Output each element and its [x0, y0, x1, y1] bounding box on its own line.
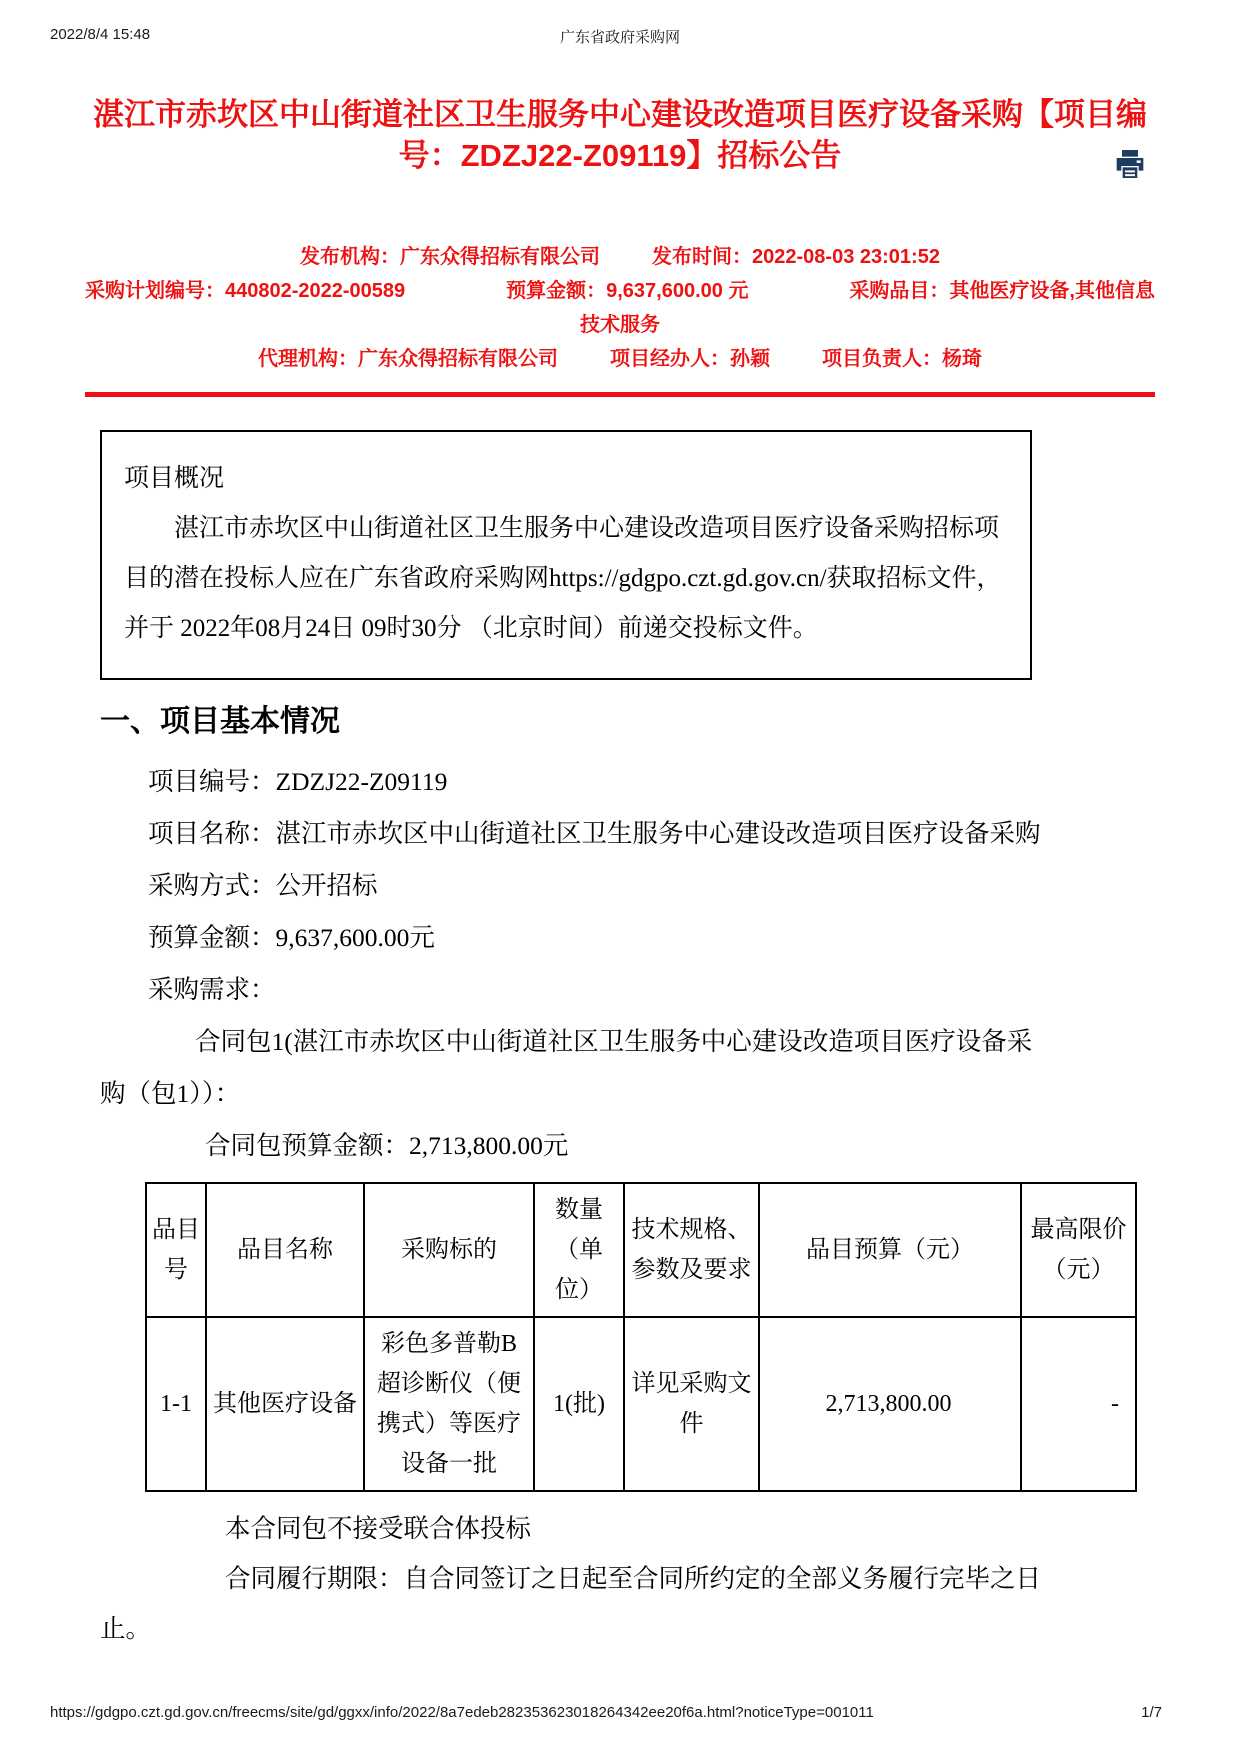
- table-header-cell: 品目预算（元）: [759, 1183, 1021, 1317]
- meta-publisher: 发布机构：广东众得招标有限公司: [300, 246, 601, 268]
- table-cell-price-cap: -: [1021, 1317, 1136, 1491]
- meta-manager: 项目负责人：杨琦: [822, 348, 982, 370]
- no-consortium-note: 本合同包不接受联合体投标: [225, 1514, 532, 1543]
- print-datetime: 2022/8/4 15:48: [50, 26, 151, 43]
- demand-label: 采购需求：: [148, 975, 276, 1004]
- red-divider: [85, 392, 1155, 397]
- project-name: 项目名称：湛江市赤坎区中山街道社区卫生服务中心建设改造项目医疗设备采购: [148, 819, 1041, 848]
- purchase-method: 采购方式：公开招标: [148, 871, 378, 900]
- page-title: 湛江市赤坎区中山街道社区卫生服务中心建设改造项目医疗设备采购【项目编号：ZDZJ22-Z09119】招标公告: [93, 97, 1147, 173]
- budget-amount: 预算金额：9,637,600.00元: [148, 923, 435, 952]
- package-budget: 合同包预算金额：2,713,800.00元: [205, 1131, 569, 1160]
- table-header-row: [146, 1183, 1136, 1317]
- meta-row-3: [85, 342, 1155, 376]
- print-footer: [50, 1704, 1190, 1726]
- meta-publish-time: 发布时间：2022-08-03 23:01:52: [652, 246, 940, 268]
- performance-period: 合同履行期限：自合同签订之日起至合同所约定的全部义务履行完毕之日止。: [100, 1564, 1042, 1643]
- table-header-cell: 采购标的: [364, 1183, 534, 1317]
- table-header-cell: 数量（单位）: [534, 1183, 624, 1317]
- table-cell-spec: 详见采购文件: [624, 1317, 759, 1491]
- main-content: [100, 702, 1140, 1654]
- meta-plan-no: 采购计划编号：440802-2022-00589: [85, 280, 406, 302]
- table-header-cell: 技术规格、参数及要求: [624, 1183, 759, 1317]
- project-overview-box: [100, 430, 1032, 680]
- overview-paragraph: 湛江市赤坎区中山街道社区卫生服务中心建设改造项目医疗设备采购招标项目的潜在投标人应在广东省政府采购网https://gdgpo.czt.gd.gov.cn/获取招标文件，并于 2022年08月24日 09时30分 （北京时间）前递交投标文件。: [124, 515, 1002, 642]
- overview-label: 项目概况: [124, 465, 225, 492]
- meta-handler: 项目经办人：孙颖: [610, 348, 770, 370]
- page-indicator: 1/7: [1141, 1704, 1162, 1721]
- table-cell-item-no: 1-1: [146, 1317, 206, 1491]
- table-cell-quantity: 1(批): [534, 1317, 624, 1491]
- table-header-cell: 最高限价（元）: [1021, 1183, 1136, 1317]
- source-url: https://gdgpo.czt.gd.gov.cn/freecms/site/gd/ggxx/info/2022/8a7edeb282353623018264342ee20f6a.html?noticeType=001011: [50, 1704, 874, 1721]
- print-header: [0, 26, 1240, 48]
- meta-budget: 预算金额：9,637,600.00 元: [506, 280, 749, 302]
- package-intro: 合同包1(湛江市赤坎区中山街道社区卫生服务中心建设改造项目医疗设备采购（包1））：: [100, 1027, 1033, 1108]
- table-cell-budget: 2,713,800.00: [759, 1317, 1021, 1491]
- table-row: [146, 1317, 1136, 1491]
- table-header-cell: 品目名称: [206, 1183, 364, 1317]
- meta-row-1: [85, 240, 1155, 274]
- items-table: [145, 1182, 1137, 1492]
- site-name: 广东省政府采购网: [559, 29, 680, 46]
- printer-icon[interactable]: [1114, 148, 1146, 180]
- meta-agency: 代理机构：广东众得招标有限公司: [258, 348, 558, 370]
- table-header-cell: 品目号: [146, 1183, 206, 1317]
- project-no: 项目编号：ZDZJ22-Z09119: [148, 767, 448, 796]
- meta-row-2: [85, 274, 1155, 308]
- table-cell-subject: 彩色多普勒B超诊断仪（便携式）等医疗设备一批: [364, 1317, 534, 1491]
- meta-category-wrap: 技术服务: [580, 314, 660, 336]
- table-cell-item-name: 其他医疗设备: [206, 1317, 364, 1491]
- announcement-meta: [85, 240, 1155, 376]
- meta-category: 采购品目：其他医疗设备,其他信息: [849, 280, 1155, 302]
- section-heading: 一、项目基本情况: [100, 705, 340, 738]
